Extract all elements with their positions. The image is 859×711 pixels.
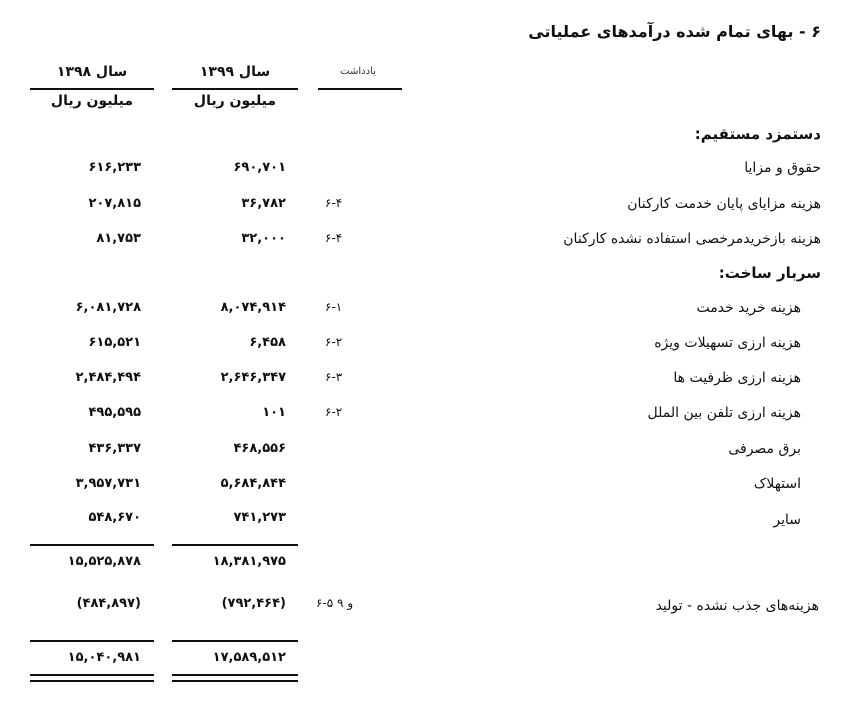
value-1398: ۶۱۶,۲۳۳ — [88, 160, 141, 175]
section-overhead: سربار ساخت: — [718, 264, 821, 282]
total-rule-1398 — [30, 640, 154, 642]
row-label: حقوق و مزایا — [744, 160, 821, 176]
row-label: برق مصرفی — [728, 441, 801, 457]
value-1398: ۸۱,۷۵۳ — [96, 231, 141, 246]
row-note: ۶-۲ — [325, 405, 343, 419]
total-double-rule-1399 — [172, 674, 298, 682]
total-1399: ۱۷,۵۸۹,۵۱۲ — [212, 650, 286, 665]
value-1399: ۸,۰۷۴,۹۱۴ — [220, 300, 286, 315]
row-label: هزینه ارزی تلفن بین الملل — [647, 405, 801, 421]
year-1399-header: سال ۱۳۹۹ — [199, 64, 271, 80]
row-note: ۶-۴ — [325, 231, 343, 245]
page-title: ۶ - بهای تمام شده درآمدهای عملیاتی — [528, 22, 821, 41]
row-note: ۶-۱ — [325, 300, 343, 314]
unabsorbed-label: هزینه‌های جذب نشده - تولید — [655, 598, 819, 614]
header-rule-1398 — [30, 88, 154, 90]
value-1399: ۴۶۸,۵۵۶ — [233, 441, 286, 456]
unit-1399: میلیون ریال — [193, 93, 277, 109]
row-label: هزینه ارزی تسهیلات ویژه — [654, 335, 801, 351]
unabsorbed-note: ۶-۵ و ۹ — [316, 596, 354, 610]
value-1399: ۷۴۱,۲۷۳ — [233, 510, 286, 525]
total-rule-1399 — [172, 640, 298, 642]
value-1399: ۳۶,۷۸۲ — [241, 196, 286, 211]
row-label: هزینه خرید خدمت — [696, 300, 801, 316]
row-label: هزینه مزایای پایان خدمت کارکنان — [627, 196, 821, 212]
value-1399: ۶۹۰,۷۰۱ — [233, 160, 286, 175]
section-direct-wages: دستمزد مستقیم: — [694, 125, 821, 143]
value-1398: ۲,۴۸۴,۴۹۴ — [75, 370, 141, 385]
row-label: هزینه ارزی ظرفیت ها — [673, 370, 801, 386]
total-double-rule-1398 — [30, 674, 154, 682]
row-note: ۶-۲ — [325, 335, 343, 349]
row-label: سایر — [773, 512, 801, 528]
row-note: ۶-۳ — [325, 370, 343, 384]
value-1399: ۲,۶۴۶,۳۴۷ — [220, 370, 286, 385]
header-rule-1399 — [172, 88, 298, 90]
unabsorbed-1399: (۷۹۲,۴۶۴) — [221, 596, 286, 611]
value-1398: ۵۴۸,۶۷۰ — [88, 510, 141, 525]
note-column-header: یادداشت — [340, 66, 376, 77]
value-1398: ۴۹۵,۵۹۵ — [88, 405, 141, 420]
subtotal-rule-1399 — [172, 544, 298, 546]
total-1398: ۱۵,۰۴۰,۹۸۱ — [67, 650, 141, 665]
header-rule-note — [318, 88, 402, 90]
unit-1398: میلیون ریال — [50, 93, 134, 109]
value-1399: ۵,۶۸۴,۸۴۴ — [220, 476, 286, 491]
value-1399: ۱۰۱ — [262, 405, 286, 420]
value-1398: ۳,۹۵۷,۷۳۱ — [75, 476, 141, 491]
value-1399: ۶,۴۵۸ — [249, 335, 286, 350]
row-note: ۶-۴ — [325, 196, 343, 210]
value-1398: ۶,۰۸۱,۷۲۸ — [75, 300, 141, 315]
value-1399: ۳۲,۰۰۰ — [241, 231, 286, 246]
subtotal-1398: ۱۵,۵۲۵,۸۷۸ — [67, 554, 141, 569]
row-label: استهلاک — [753, 476, 801, 492]
value-1398: ۲۰۷,۸۱۵ — [88, 196, 141, 211]
subtotal-1399: ۱۸,۳۸۱,۹۷۵ — [212, 554, 286, 569]
year-1398-header: سال ۱۳۹۸ — [56, 64, 128, 80]
row-label: هزینه بازخریدمرخصی استفاده نشده کارکنان — [563, 231, 821, 247]
subtotal-rule-1398 — [30, 544, 154, 546]
unabsorbed-1398: (۴۸۴,۸۹۷) — [76, 596, 141, 611]
value-1398: ۴۳۶,۳۳۷ — [88, 441, 141, 456]
value-1398: ۶۱۵,۵۲۱ — [88, 335, 141, 350]
